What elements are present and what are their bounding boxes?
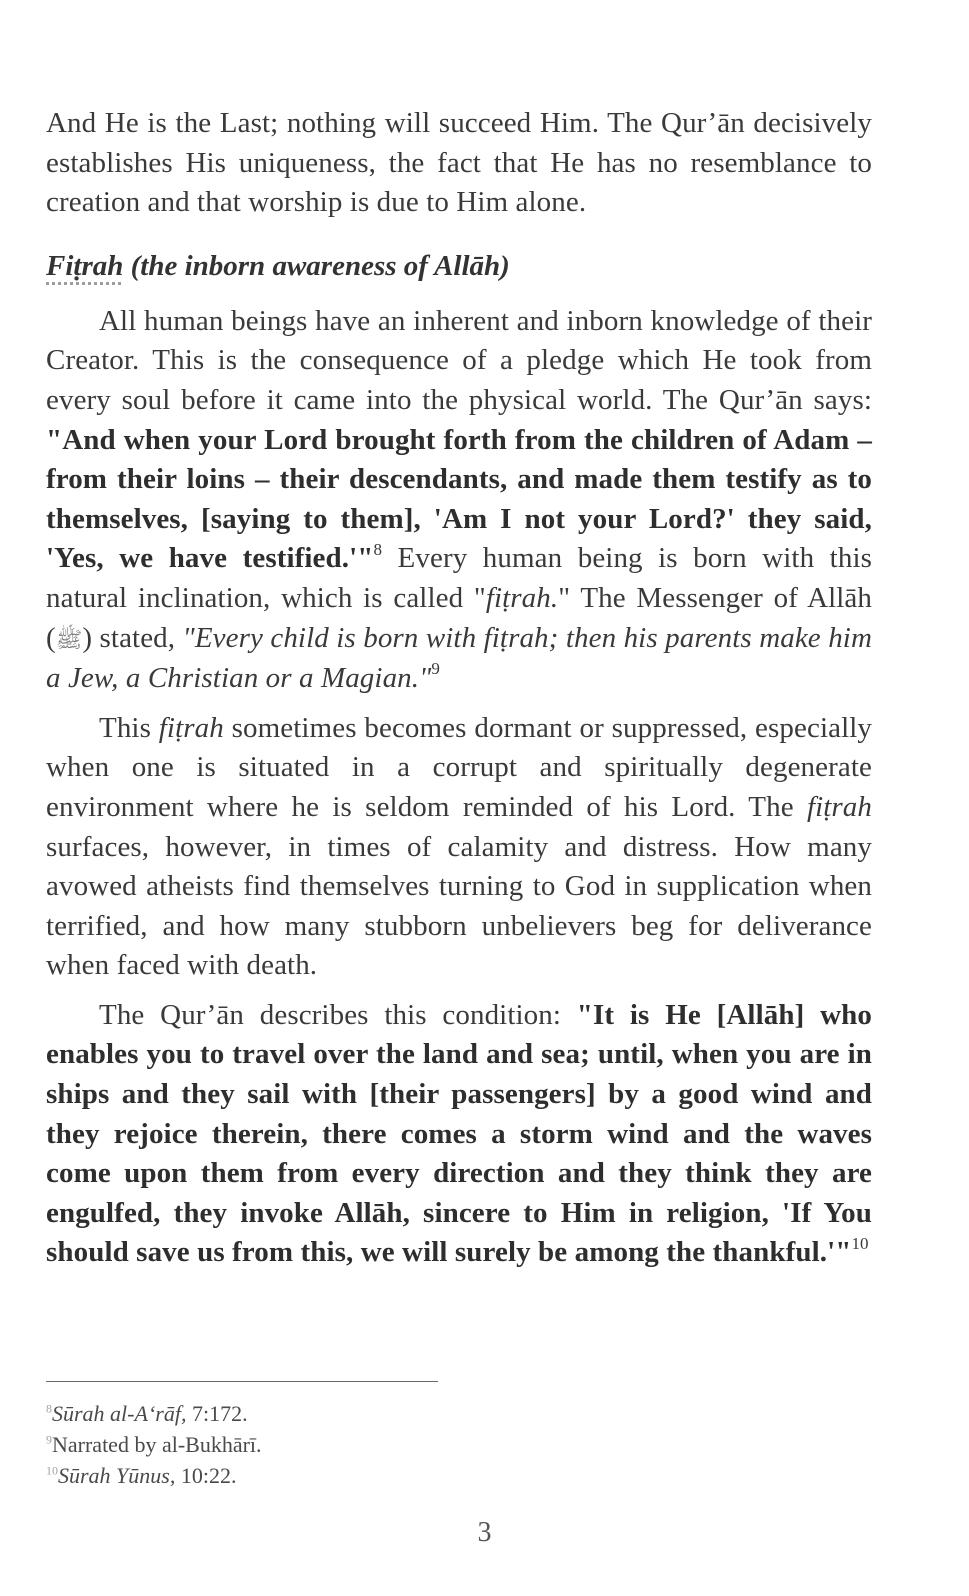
paragraph-text: ) stated, [82, 621, 183, 654]
footnote-divider [46, 1381, 438, 1382]
paragraph-fitrah-dormant [46, 709, 872, 986]
term-fitrah: fiṭrah [806, 790, 872, 823]
footnote-source-title: Sūrah al-A‘rāf, [52, 1401, 187, 1426]
book-page-body [46, 104, 872, 1273]
paragraph-text: The Qur’ān describes this condition: [99, 998, 577, 1031]
quran-quote: "And when your Lord brought forth from the children of Adam – from their loins – their descendants, and made them testify as to themselves, [saying to them], 'Am I not your Lord?' they said, 'Yes, we have testified.'" [46, 423, 872, 575]
hadith-quote: "Every child is born with fiṭrah; then his parents make him a Jew, a Christian or a Magian." [46, 621, 872, 695]
footnote-number: 9 [46, 1432, 52, 1447]
footnote-9 [46, 1429, 646, 1460]
footnote-number: 8 [46, 1401, 52, 1416]
footnote-reference: 7:172. [186, 1401, 248, 1426]
term-fitrah: fiṭrah. [485, 581, 559, 614]
footnote-8 [46, 1398, 646, 1429]
salutation-icon: ﷺ [55, 626, 83, 652]
term-fitrah: fiṭrah [158, 711, 224, 744]
footnote-reference: 10:22. [175, 1463, 237, 1488]
paragraph-text: All human beings have an inherent and inborn knowledge of their Creator. This is the consequence of a pledge which He took from every soul before it came into the physical world. The Qur’ān says: [46, 304, 872, 416]
paragraph-text: surfaces, however, in times of calamity and distress. How many avowed atheists find themselves turning to God in supplication when terrified, and how many stubborn unbelievers beg for deliverance when faced with death. [46, 830, 872, 982]
paragraph-fitrah-pledge [46, 302, 872, 699]
page-number: 3 [477, 1517, 492, 1548]
footnote-source-title: Sūrah Yūnus, [58, 1463, 176, 1488]
footnote-10 [46, 1460, 646, 1491]
intro-paragraph: And He is the Last; nothing will succeed Him. The Qur’ān decisively establishes His uniqueness, the fact that He has no resemblance to creation and that worship is due to Him alone. [46, 107, 872, 219]
paragraph-text: Every human being is born with this natural inclination, which is called " [46, 542, 872, 614]
paragraph-text: This [99, 711, 159, 744]
section-heading-subtitle: (the inborn awareness of Allāh) [123, 249, 510, 282]
footnote-text: Narrated by al-Bukhārī. [52, 1432, 262, 1457]
paragraph-text: " The Messenger of Allāh ( [46, 581, 872, 654]
footnote-ref-8[interactable]: 8 [373, 539, 383, 559]
footnote-ref-9[interactable]: 9 [431, 659, 441, 679]
footnote-ref-10[interactable]: 10 [851, 1233, 869, 1253]
paragraph-text: sometimes becomes dormant or suppressed, especially when one is situated in a corrupt and spiritually degenerate environment where he is seldom reminded of his Lord. The [46, 711, 872, 823]
paragraph-quran-condition [46, 996, 872, 1273]
section-heading-term: Fiṭrah [46, 249, 124, 282]
section-heading [46, 246, 872, 286]
paragraph-gap [46, 699, 872, 709]
footnote-number: 10 [46, 1463, 58, 1478]
paragraph-gap [46, 986, 872, 996]
quran-quote: "It is He [Allāh] who enables you to travel over the land and sea; until, when you are in ships and they sail with [their passengers] by a good wind and they rejoice therein, there comes a storm wind and the waves come upon them from every direction and they think they are engulfed, they invoke Allāh, sincere to Him in religion, 'If You should save us from this, we will surely be among the thankful.'" [46, 998, 872, 1269]
footnotes [46, 1398, 646, 1491]
